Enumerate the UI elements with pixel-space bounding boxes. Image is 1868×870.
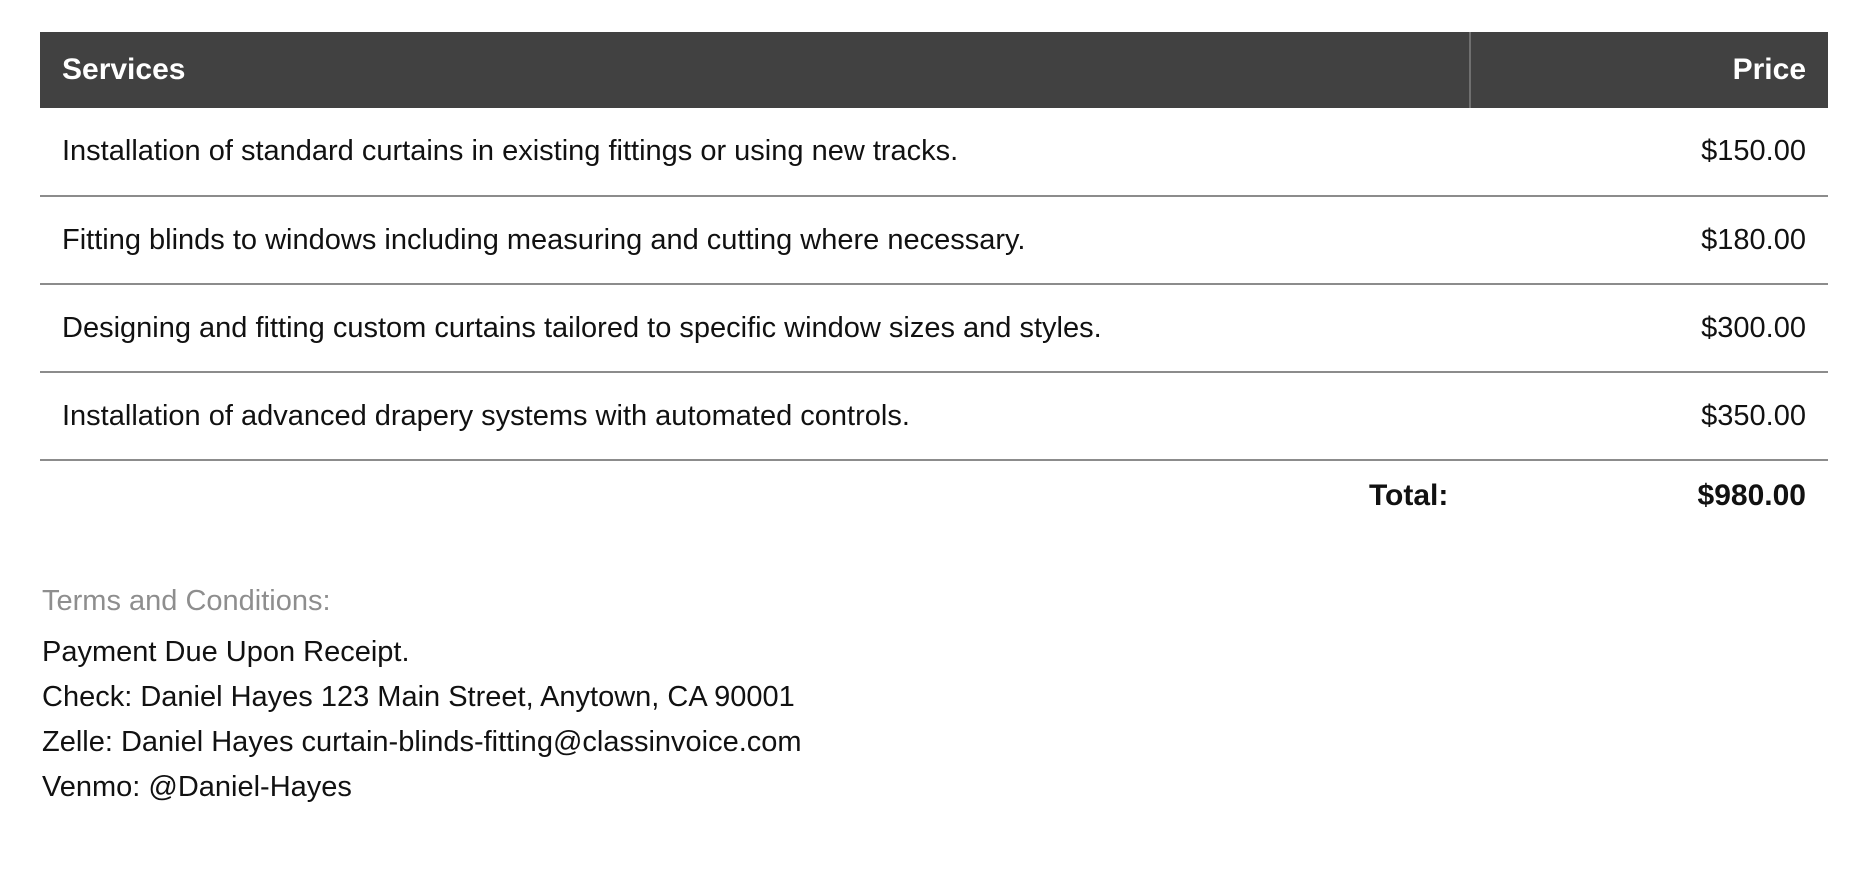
table-row bbox=[40, 108, 1828, 196]
terms-line-zelle: Zelle: Daniel Hayes curtain-blinds-fitting@classinvoice.com bbox=[42, 725, 802, 758]
service-description: Designing and fitting custom curtains tailored to specific window sizes and styles. bbox=[40, 284, 1470, 372]
service-price: $180.00 bbox=[1470, 196, 1828, 284]
service-description: Installation of standard curtains in existing fittings or using new tracks. bbox=[40, 108, 1470, 196]
total-label: Total: bbox=[1368, 479, 1449, 512]
table-row bbox=[40, 284, 1828, 372]
service-price: $350.00 bbox=[1470, 372, 1828, 460]
services-table-body bbox=[40, 108, 1828, 460]
terms-and-conditions-section bbox=[40, 585, 1828, 810]
column-header-price: Price bbox=[1470, 32, 1828, 108]
total-row bbox=[40, 460, 1828, 531]
services-table-footer bbox=[40, 460, 1828, 531]
total-amount: $980.00 bbox=[1697, 479, 1806, 512]
terms-line-payment: Payment Due Upon Receipt. bbox=[42, 636, 410, 668]
table-row bbox=[40, 196, 1828, 284]
terms-title: Terms and Conditions: bbox=[42, 585, 331, 617]
service-price: $300.00 bbox=[1470, 284, 1828, 372]
service-description: Installation of advanced drapery systems with automated controls. bbox=[40, 372, 1470, 460]
terms-line-venmo: Venmo: @Daniel-Hayes bbox=[42, 770, 352, 803]
column-header-services: Services bbox=[40, 32, 1470, 108]
services-table-header bbox=[40, 32, 1828, 108]
service-price: $150.00 bbox=[1470, 108, 1828, 196]
terms-line-check: Check: Daniel Hayes 123 Main Street, Anytown, CA 90001 bbox=[42, 680, 795, 713]
table-row bbox=[40, 372, 1828, 460]
services-table bbox=[40, 32, 1828, 531]
table-header-row bbox=[40, 32, 1828, 108]
service-description: Fitting blinds to windows including measuring and cutting where necessary. bbox=[40, 196, 1470, 284]
